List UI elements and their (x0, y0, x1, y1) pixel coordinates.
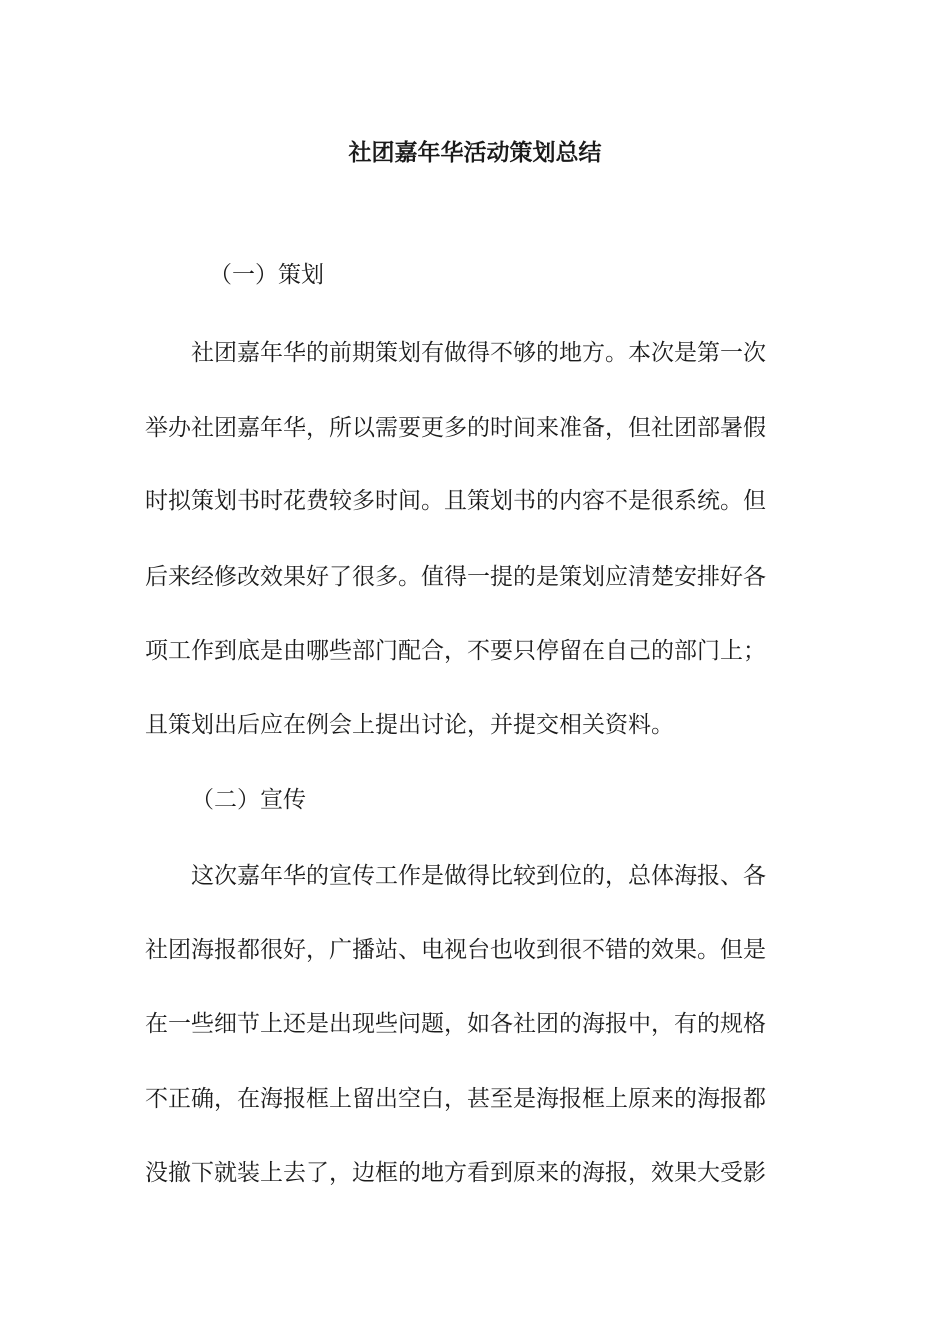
paragraph-line: 这次嘉年华的宣传工作是做得比较到位的，总体海报、各 (191, 863, 766, 889)
paragraph-line: 在一些细节上还是出现些问题，如各社团的海报中，有的规格 (145, 1011, 766, 1037)
paragraph-line: 没撤下就装上去了，边框的地方看到原来的海报，效果大受影 (145, 1160, 766, 1186)
section-heading-publicity: （二）宣传 (191, 787, 306, 813)
paragraph-line: 且策划出后应在例会上提出讨论，并提交相关资料。 (145, 712, 674, 738)
paragraph-line: 社团海报都很好，广播站、电视台也收到很不错的效果。但是 (145, 937, 766, 963)
document-title: 社团嘉年华活动策划总结 (348, 139, 602, 166)
paragraph-line: 后来经修改效果好了很多。值得一提的是策划应清楚安排好各 (145, 564, 766, 590)
section-heading-planning: （一）策划 (209, 262, 324, 288)
paragraph-line: 社团嘉年华的前期策划有做得不够的地方。本次是第一次 (191, 340, 766, 366)
paragraph-line: 时拟策划书时花费较多时间。且策划书的内容不是很系统。但 (145, 488, 766, 514)
paragraph-line: 举办社团嘉年华，所以需要更多的时间来准备，但社团部暑假 (145, 415, 766, 441)
paragraph-line: 项工作到底是由哪些部门配合，不要只停留在自己的部门上； (145, 638, 766, 664)
paragraph-line: 不正确，在海报框上留出空白，甚至是海报框上原来的海报都 (145, 1086, 766, 1112)
